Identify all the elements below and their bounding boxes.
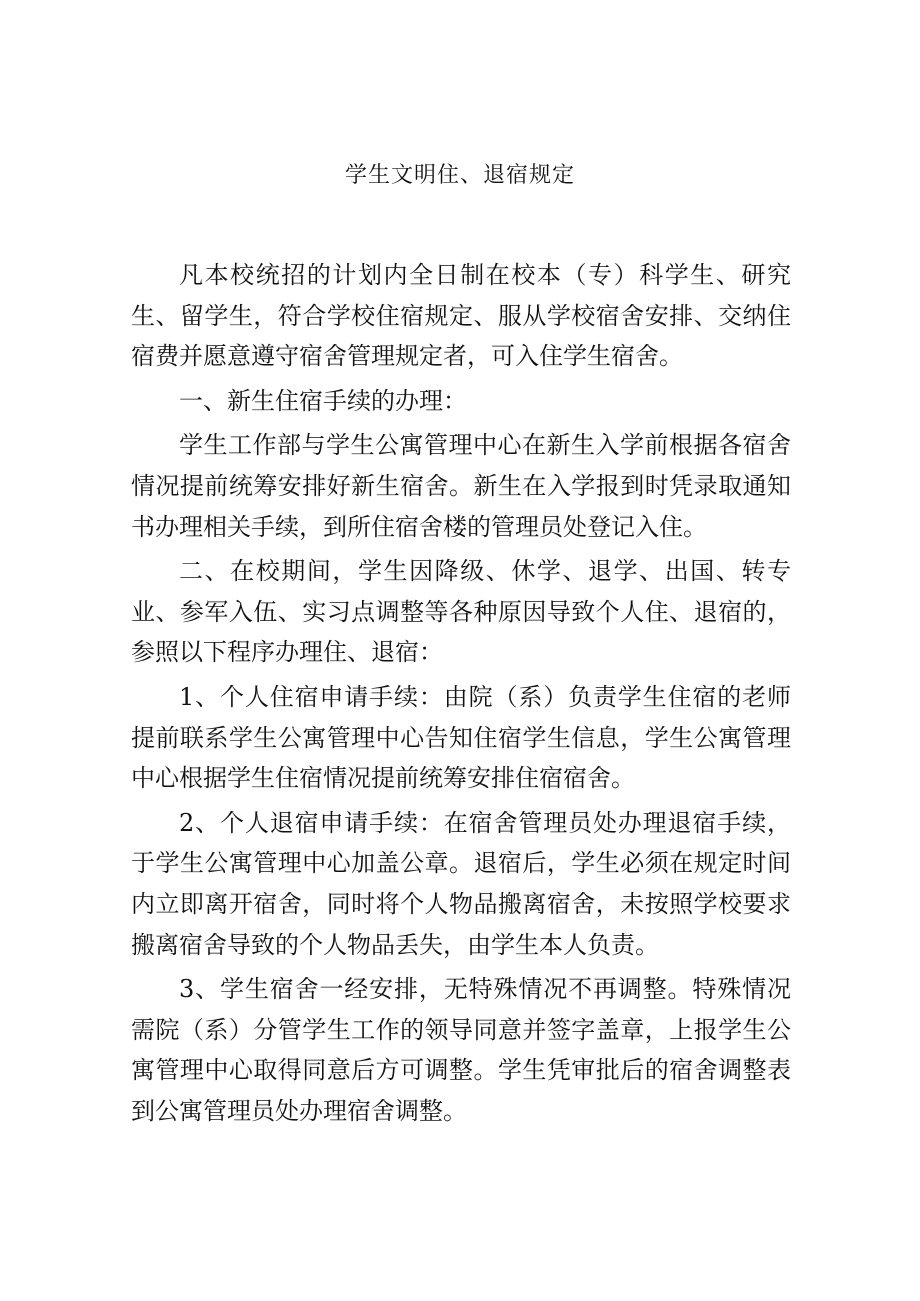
paragraph-section-1-body: 学生工作部与学生公寓管理中心在新生入学前根据各宿舍情况提前统筹安排好新生宿舍。新生在入学报到时凭录取通知书办理相关手续，到所住宿舍楼的管理员处登记入住。 [131,431,791,541]
paragraph-section-2-heading: 二、在校期间，学生因降级、休学、退学、出国、转专业、参军入伍、实习点调整等各种原因导致个人住、退宿的，参照以下程序办理住、退宿： [131,557,791,667]
document-title: 学生文明住、退宿规定 [344,163,575,188]
paragraph-item-3: 3、学生宿舍一经安排，无特殊情况不再调整。特殊情况需院（系）分管学生工作的领导同意并签字盖章，上报学生公寓管理中心取得同意后方可调整。学生凭审批后的宿舍调整表到公寓管理员处办理宿舍调整。 [131,975,791,1125]
document-body [131,255,791,1135]
paragraph-section-1-heading: 一、新生住宿手续的办理： [179,386,467,415]
paragraph-item-2: 2、个人退宿申请手续：在宿舍管理员处办理退宿手续，于学生公寓管理中心加盖公章。退宿后，学生必须在规定时间内立即离开宿舍，同时将个人物品搬离宿舍，未按照学校要求搬离宿舍导致的个人物品丢失，由学生本人负责。 [131,808,791,959]
paragraph-intro: 凡本校统招的计划内全日制在校本（专）科学生、研究生、留学生，符合学校住宿规定、服从学校宿舍安排、交纳住宿费并愿意遵守宿舍管理规定者，可入住学生宿舍。 [131,261,791,371]
paragraph-item-1: 1、个人住宿申请手续：由院（系）负责学生住宿的老师提前联系学生公寓管理中心告知住宿学生信息，学生公寓管理中心根据学生住宿情况提前统筹安排住宿宿舍。 [131,682,791,793]
